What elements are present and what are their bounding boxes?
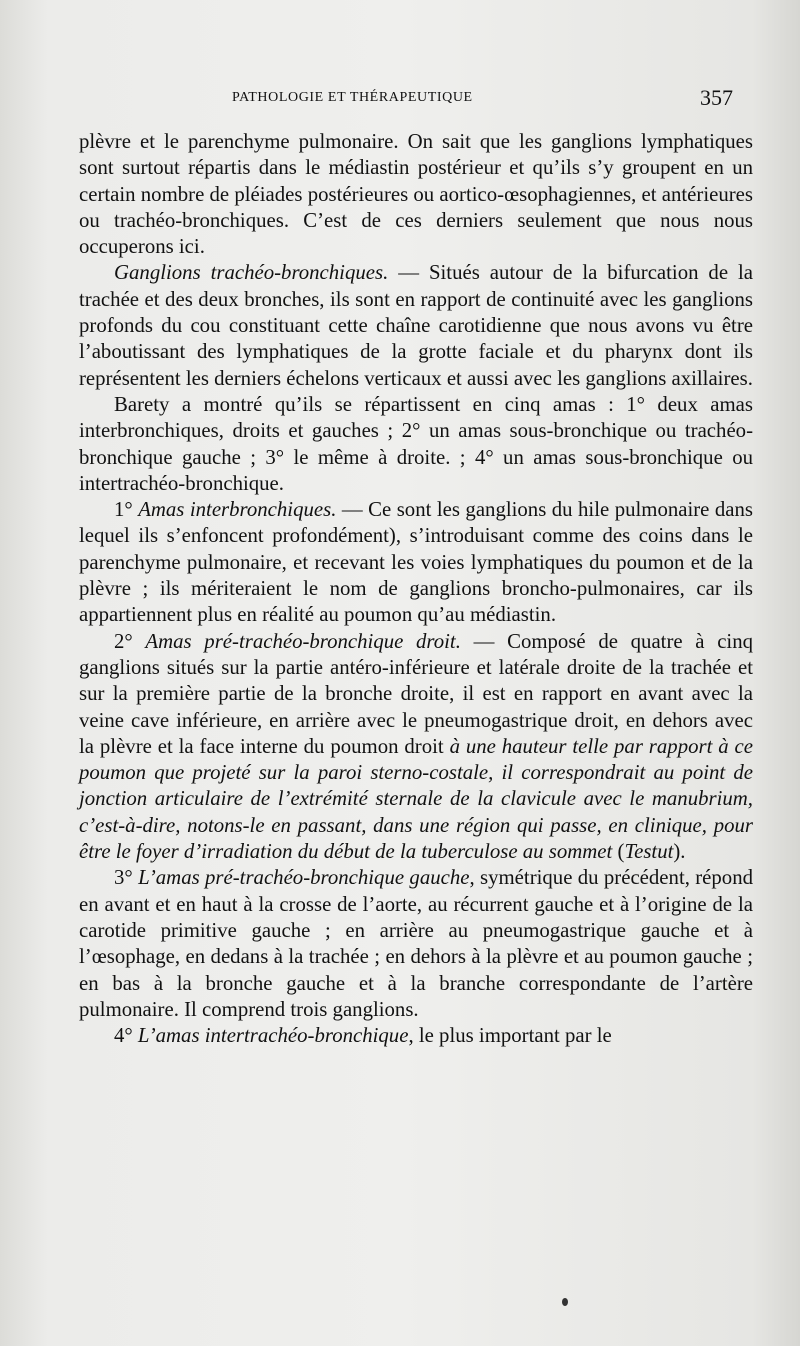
- text-run: ).: [673, 840, 686, 864]
- text-run: 3°: [114, 866, 139, 890]
- italic-run: L’amas intertrachéo-bronchique: [137, 1024, 409, 1048]
- text-run: — Composé de quatre à cinq ganglions situés sur la partie antéro-inférieure et latérale droite de la trachée et sur la première partie de la bronche droite, il est en rapport en avant avec la veine cave inférieure, en arrière avec le pneumogastrique droit, en dehors avec la plèvre et la face interne du poumon droit: [79, 629, 754, 758]
- italic-run: Amas interbronchiques.: [138, 498, 337, 522]
- body-text: [79, 129, 753, 1049]
- text-run: — Situés autour de la bifurcation de la trachée et des deux bronches, ils sont en rapport de continuité avec les ganglions profonds du cou constituant cette chaîne carotidienne que nous avons vu être l’aboutissant des lymphatiques de la grotte faciale et du pharynx dont ils représentent les derniers échelons verticaux et aussi avec les ganglions axillaires.: [79, 261, 753, 390]
- italic-run: à une hauteur telle par rapport à ce poumon que projeté sur la paroi sterno-costale, il correspondrait au point de jonction articulaire de l’extrémité sternale de la clavicule avec le manubrium, c’est-à-dire, notons-le en passant, dans une région qui passe, en clinique, pour être le foyer d’irradiation du début de la tuberculose au sommet: [79, 734, 753, 864]
- text-run: (: [612, 840, 625, 864]
- paragraph: [79, 1023, 753, 1049]
- text-run: 4°: [114, 1024, 138, 1048]
- text-run: 1°: [114, 498, 139, 522]
- paragraph: [79, 629, 753, 866]
- page-number: 357: [700, 85, 733, 110]
- italic-run: Testut: [624, 840, 674, 864]
- paragraph: [79, 392, 753, 497]
- text-run: 2°: [114, 629, 146, 653]
- text-run: — Ce sont les ganglions du hile pulmonaire dans lequel ils s’enfoncent profondément), s’introduisant comme des coins dans le parenchyme pulmonaire, et recevant les voies lymphatiques du poumon et de la plèvre ; ils mériteraient le nom de ganglions broncho-pulmonaires, car ils appartiennent plus en réalité au poumon qu’au médiastin.: [79, 498, 753, 627]
- running-title: PATHOLOGIE ET THÉRAPEUTIQUE: [232, 90, 473, 105]
- paragraph: [79, 865, 753, 1023]
- text-run: , le plus important par le: [408, 1024, 612, 1048]
- ink-speck: [562, 1298, 568, 1306]
- italic-run: L’amas pré-trachéo-bronchique gauche: [138, 866, 470, 890]
- paragraph: [79, 260, 753, 391]
- text-run: plèvre et le parenchyme pulmonaire. On sait que les ganglions lymphatiques sont surtout répartis dans le médiastin postérieur et qu’ils s’y groupent en un certain nombre de pléiades postérieures ou aortico-œsophagiennes, et antérieures ou trachéo-bronchiques. C’est de ces derniers seulement que nous nous occuperons ici.: [79, 130, 753, 259]
- paragraph: [79, 129, 753, 260]
- text-run: Barety a montré qu’ils se répartissent en cinq amas : 1° deux amas interbronchiques, droits et gauches ; 2° un amas sous-bronchique ou trachéo-bronchique gauche ; 3° le même à droite. ; 4° un amas sous-bronchique ou intertrachéo-bronchique.: [79, 392, 753, 495]
- italic-run: Ganglions trachéo-bronchiques.: [114, 261, 389, 285]
- italic-run: Amas pré-trachéo-bronchique droit.: [145, 629, 461, 653]
- text-run: , symétrique du précédent, répond en avant et en haut à la crosse de l’aorte, au récurrent gauche et à l’origine de la carotide primitive gauche ; en arrière au pneumogastrique gauche et à l’œsophage, en dedans à la trachée ; en dehors à la plèvre et au poumon gauche ; en bas à la bronche gauche et à la branche correspondante de l’artère pulmonaire. Il comprend trois ganglions.: [79, 866, 754, 1021]
- running-head: [0, 85, 800, 110]
- paragraph: [79, 497, 753, 628]
